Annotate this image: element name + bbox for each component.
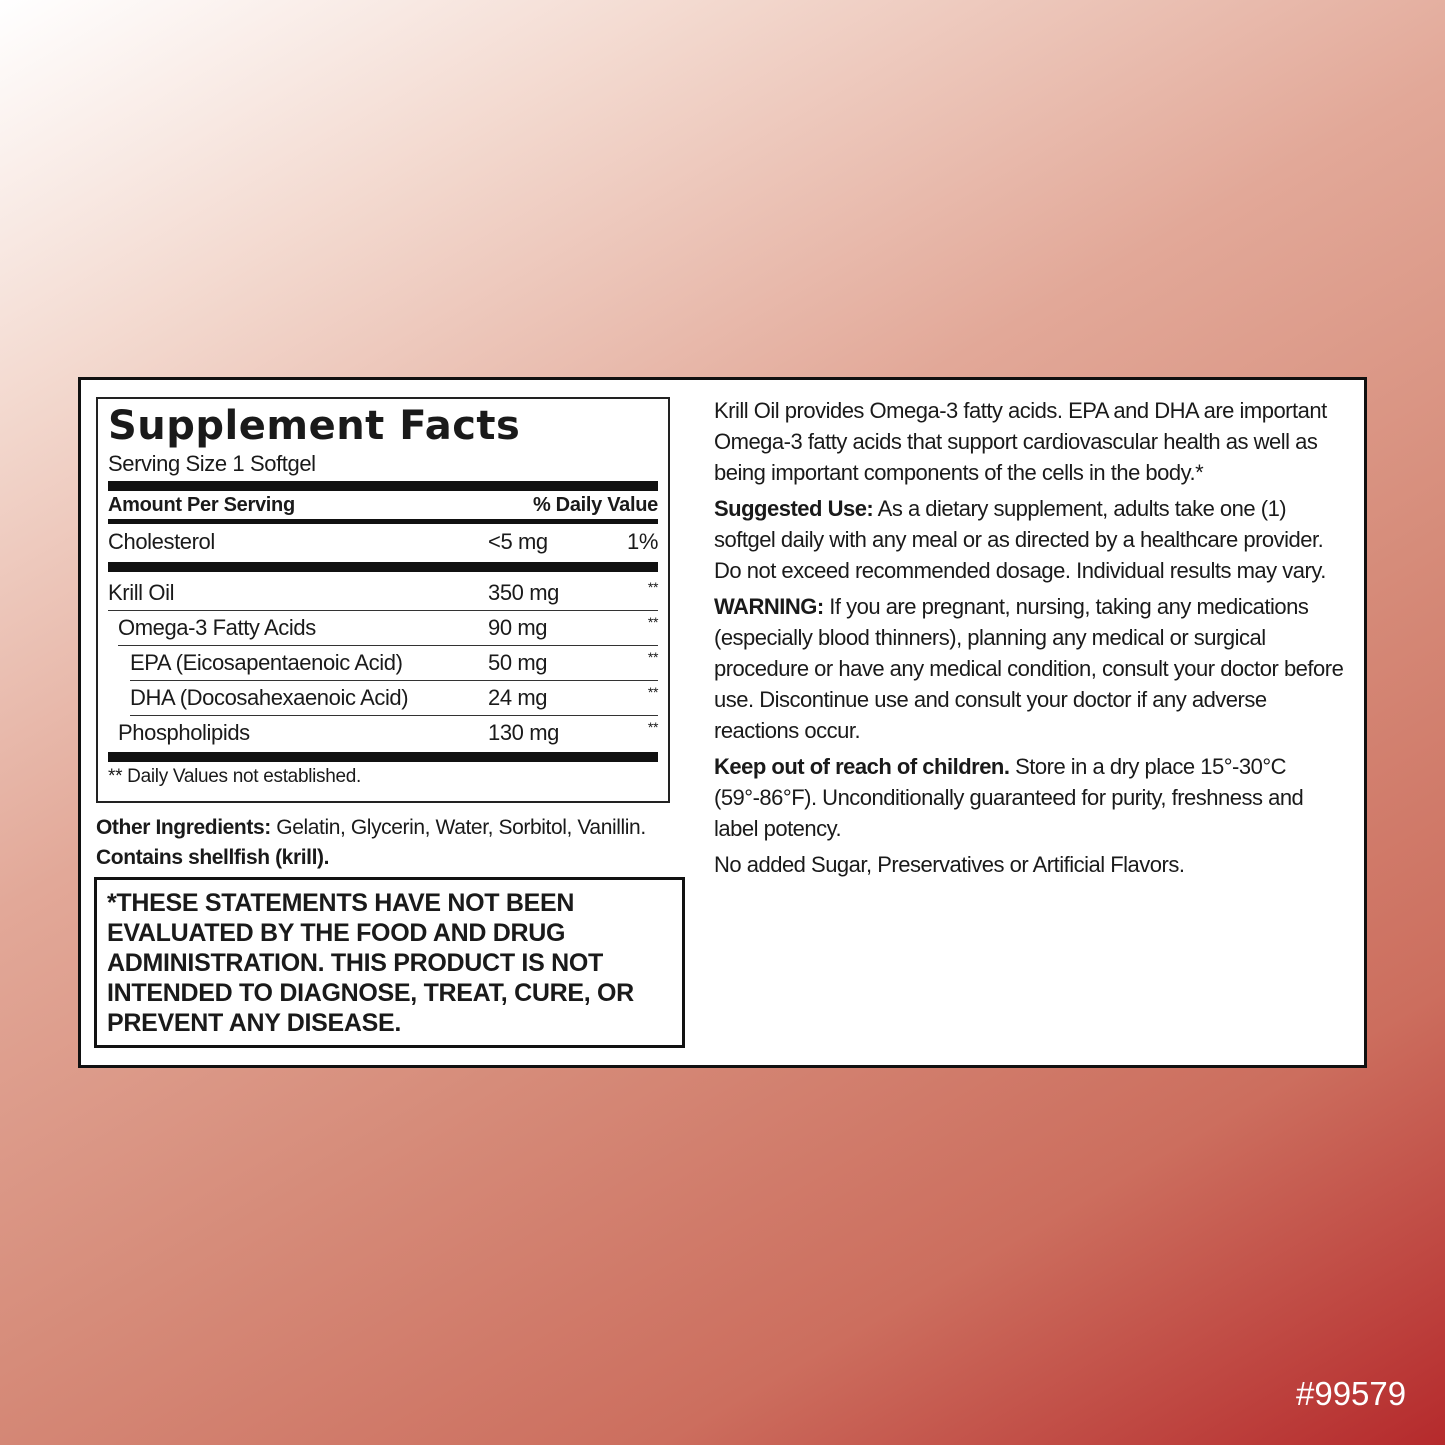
nutrient-name: DHA (Docosahexaenoic Acid) [130, 685, 409, 710]
storage-text: Store in a dry place 15°-30°C (59°-86°F). Unconditionally guaranteed for purity, freshness and label potency. [714, 754, 1304, 841]
table-row [130, 681, 658, 716]
suggested-use-text: As a dietary supplement, adults take one (1) softgel daily with any meal or as directed by a healthcare provider. Do not exceed recommended dosage. Individual results may vary. [714, 496, 1326, 583]
other-ingredients-label: Other Ingredients: [96, 816, 271, 839]
nutrient-dv: ** [647, 579, 658, 595]
nutrient-name: Cholesterol [108, 529, 215, 554]
nutrient-amount: <5 mg [488, 529, 548, 554]
supplement-facts-table [96, 397, 670, 803]
product-sku: #99579 [1296, 1375, 1407, 1412]
suggested-use [714, 493, 1344, 586]
fda-disclaimer: *THESE STATEMENTS HAVE NOT BEEN EVALUATED BY THE FOOD AND DRUG ADMINISTRATION. THIS PRODUCT IS NOT INTENDED TO DIAGNOSE, TREAT, CURE, OR PREVENT ANY DISEASE. [94, 877, 685, 1048]
header-dv: % Daily Value [532, 494, 658, 516]
suggested-use-label: Suggested Use: [714, 496, 874, 521]
nutrient-dv: ** [647, 614, 658, 630]
table-row [108, 576, 658, 611]
divider [108, 752, 658, 762]
product-info [714, 395, 1344, 885]
table-row [118, 716, 658, 750]
facts-title: Supplement Facts [108, 403, 521, 449]
warning [714, 591, 1344, 746]
nutrient-name: Omega-3 Fatty Acids [118, 615, 316, 640]
nutrient-amount: 24 mg [488, 685, 548, 710]
divider [108, 481, 658, 491]
table-row [118, 611, 658, 646]
nutrient-dv: ** [647, 649, 658, 665]
nutrient-amount: 50 mg [488, 650, 548, 675]
nutrient-dv: 1% [627, 529, 658, 554]
facts-footnote: ** Daily Values not established. [108, 766, 362, 787]
nutrient-dv: ** [647, 684, 658, 700]
nutrient-name: Phospholipids [118, 720, 250, 745]
keep-out-label: Keep out of reach of children. [714, 754, 1010, 779]
nutrient-name: EPA (Eicosapentaenoic Acid) [130, 650, 403, 675]
other-ingredients [96, 813, 676, 873]
nutrient-name: Krill Oil [108, 580, 175, 605]
allergen-statement: Contains shellfish (krill). [96, 846, 330, 869]
intro-text: Krill Oil provides Omega-3 fatty acids. EPA and DHA are important Omega-3 fatty acids that support cardiovascular health as well as being important components of the cells in the body.* [714, 398, 1327, 485]
no-added-statement: No added Sugar, Preservatives or Artificial Flavors. [714, 852, 1185, 877]
warning-text: If you are pregnant, nursing, taking any medications (especially blood thinners), planning any medical or surgical procedure or have any medical condition, consult your doctor before use. Discontinue use and consult your doctor if any adverse reactions occur. [714, 594, 1344, 743]
table-row [130, 646, 658, 681]
other-ingredients-text: Gelatin, Glycerin, Water, Sorbitol, Vanillin. [270, 816, 646, 839]
table-row [108, 524, 658, 560]
storage [714, 751, 1344, 844]
serving-size: Serving Size 1 Softgel [108, 451, 316, 476]
nutrient-amount: 350 mg [488, 580, 559, 605]
nutrient-amount: 90 mg [488, 615, 548, 640]
facts-header [108, 491, 658, 519]
label-panel [78, 377, 1367, 1068]
divider [108, 562, 658, 572]
header-amount: Amount Per Serving [108, 494, 295, 516]
nutrient-amount: 130 mg [488, 720, 559, 745]
nutrient-dv: ** [647, 719, 658, 735]
warning-label: WARNING: [714, 594, 824, 619]
